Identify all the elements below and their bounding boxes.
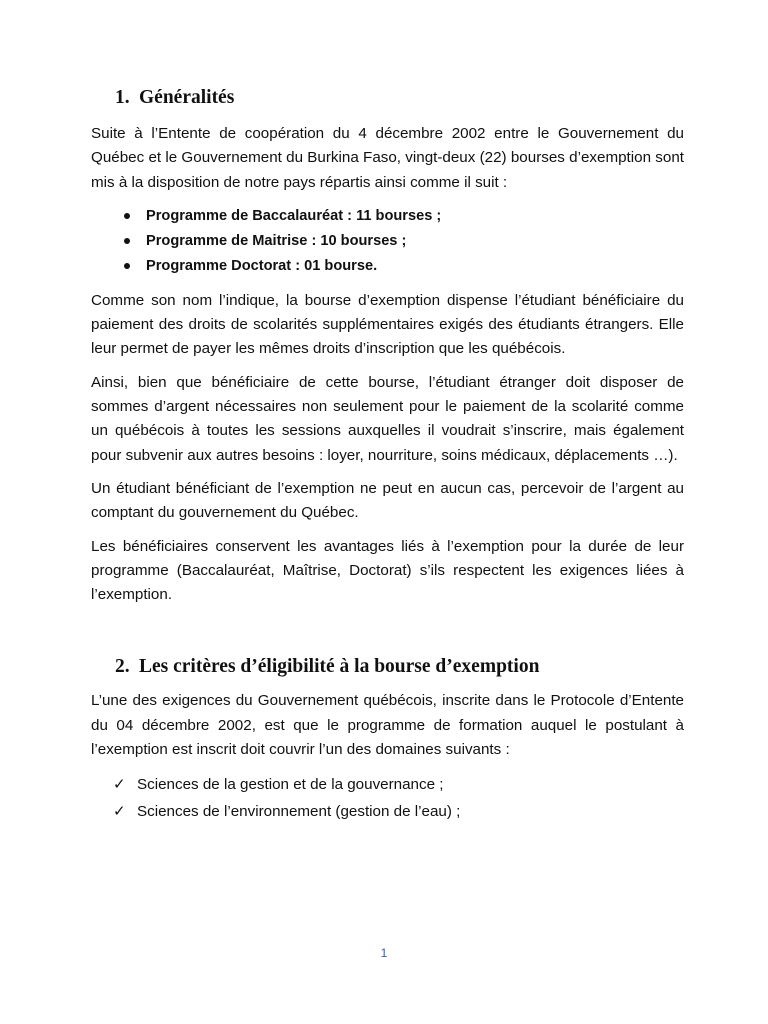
section-1-number: 1. <box>115 87 130 108</box>
section-1-paragraph: Les bénéficiaires conservent les avantages liés à l’exemption pour la durée de leur programme (Baccalauréat, Maîtrise, Doctorat) s’ils respectent les exigences liées à l’exemption. <box>91 537 684 604</box>
page-number: 1 <box>380 946 388 960</box>
scholarship-item-text: Programme Doctorat : 01 bourse. <box>146 257 378 274</box>
section-1-paragraph: Comme son nom l’indique, la bourse d’exemption dispense l’étudiant bénéficiaire du paiement des droits de scolarités supplémentaires exigés des étudiants étrangers. Elle leur permet de payer les mêmes droits d’inscription que les québécois. <box>91 291 684 358</box>
domain-item-text: Sciences de la gestion et de la gouvernance ; <box>137 776 444 794</box>
scholarship-list <box>91 204 684 279</box>
checkmark-icon: ✓ <box>113 775 126 794</box>
section-1-paragraph: Ainsi, bien que bénéficiaire de cette bourse, l’étudiant étranger doit disposer de sommes d’argent nécessaires non seulement pour le paiement de la scolarité comme un québécois à toutes les sessions auxquelles il voudrait s’inscrire, mais également pour subvenir aux autres besoins : loyer, nourriture, soins médicaux, déplacements …). <box>91 373 684 464</box>
section-1-paragraph: Un étudiant bénéficiant de l’exemption ne peut en aucun cas, percevoir de l’argent au comptant du gouvernement du Québec. <box>91 479 684 522</box>
domain-item <box>91 798 684 825</box>
domain-item <box>91 771 684 798</box>
scholarship-item-text: Programme de Baccalauréat : 11 bourses ; <box>146 207 442 224</box>
section-2-intro: L’une des exigences du Gouvernement québécois, inscrite dans le Protocole d’Entente du 04 décembre 2002, est que le programme de formation auquel le postulant à l’exemption est inscrit doit couvrir l’un des domaines suivants : <box>91 692 684 759</box>
checkmark-icon: ✓ <box>113 802 126 821</box>
domain-item-text: Sciences de l’environnement (gestion de l’eau) ; <box>137 803 461 821</box>
section-2-number: 2. <box>115 656 130 678</box>
section-1-heading <box>115 84 684 112</box>
section-1-title: Généralités <box>139 87 235 108</box>
bullet-icon <box>124 238 130 244</box>
section-2-title: Les critères d’éligibilité à la bourse d’exemption <box>139 656 540 678</box>
bullet-icon <box>124 263 130 269</box>
section-1-intro: Suite à l’Entente de coopération du 4 décembre 2002 entre le Gouvernement du Québec et le Gouvernement du Burkina Faso, vingt-deux (22) bourses d’exemption sont mis à la disposition de notre pays répartis ainsi comme il suit : <box>91 125 684 191</box>
document-body <box>91 84 684 825</box>
bullet-icon <box>124 213 130 219</box>
domain-list <box>91 771 684 825</box>
scholarship-item-text: Programme de Maitrise : 10 bourses ; <box>146 232 407 249</box>
section-2-heading <box>115 653 684 681</box>
scholarship-item <box>91 229 684 254</box>
scholarship-item <box>91 254 684 279</box>
scholarship-item <box>91 204 684 229</box>
